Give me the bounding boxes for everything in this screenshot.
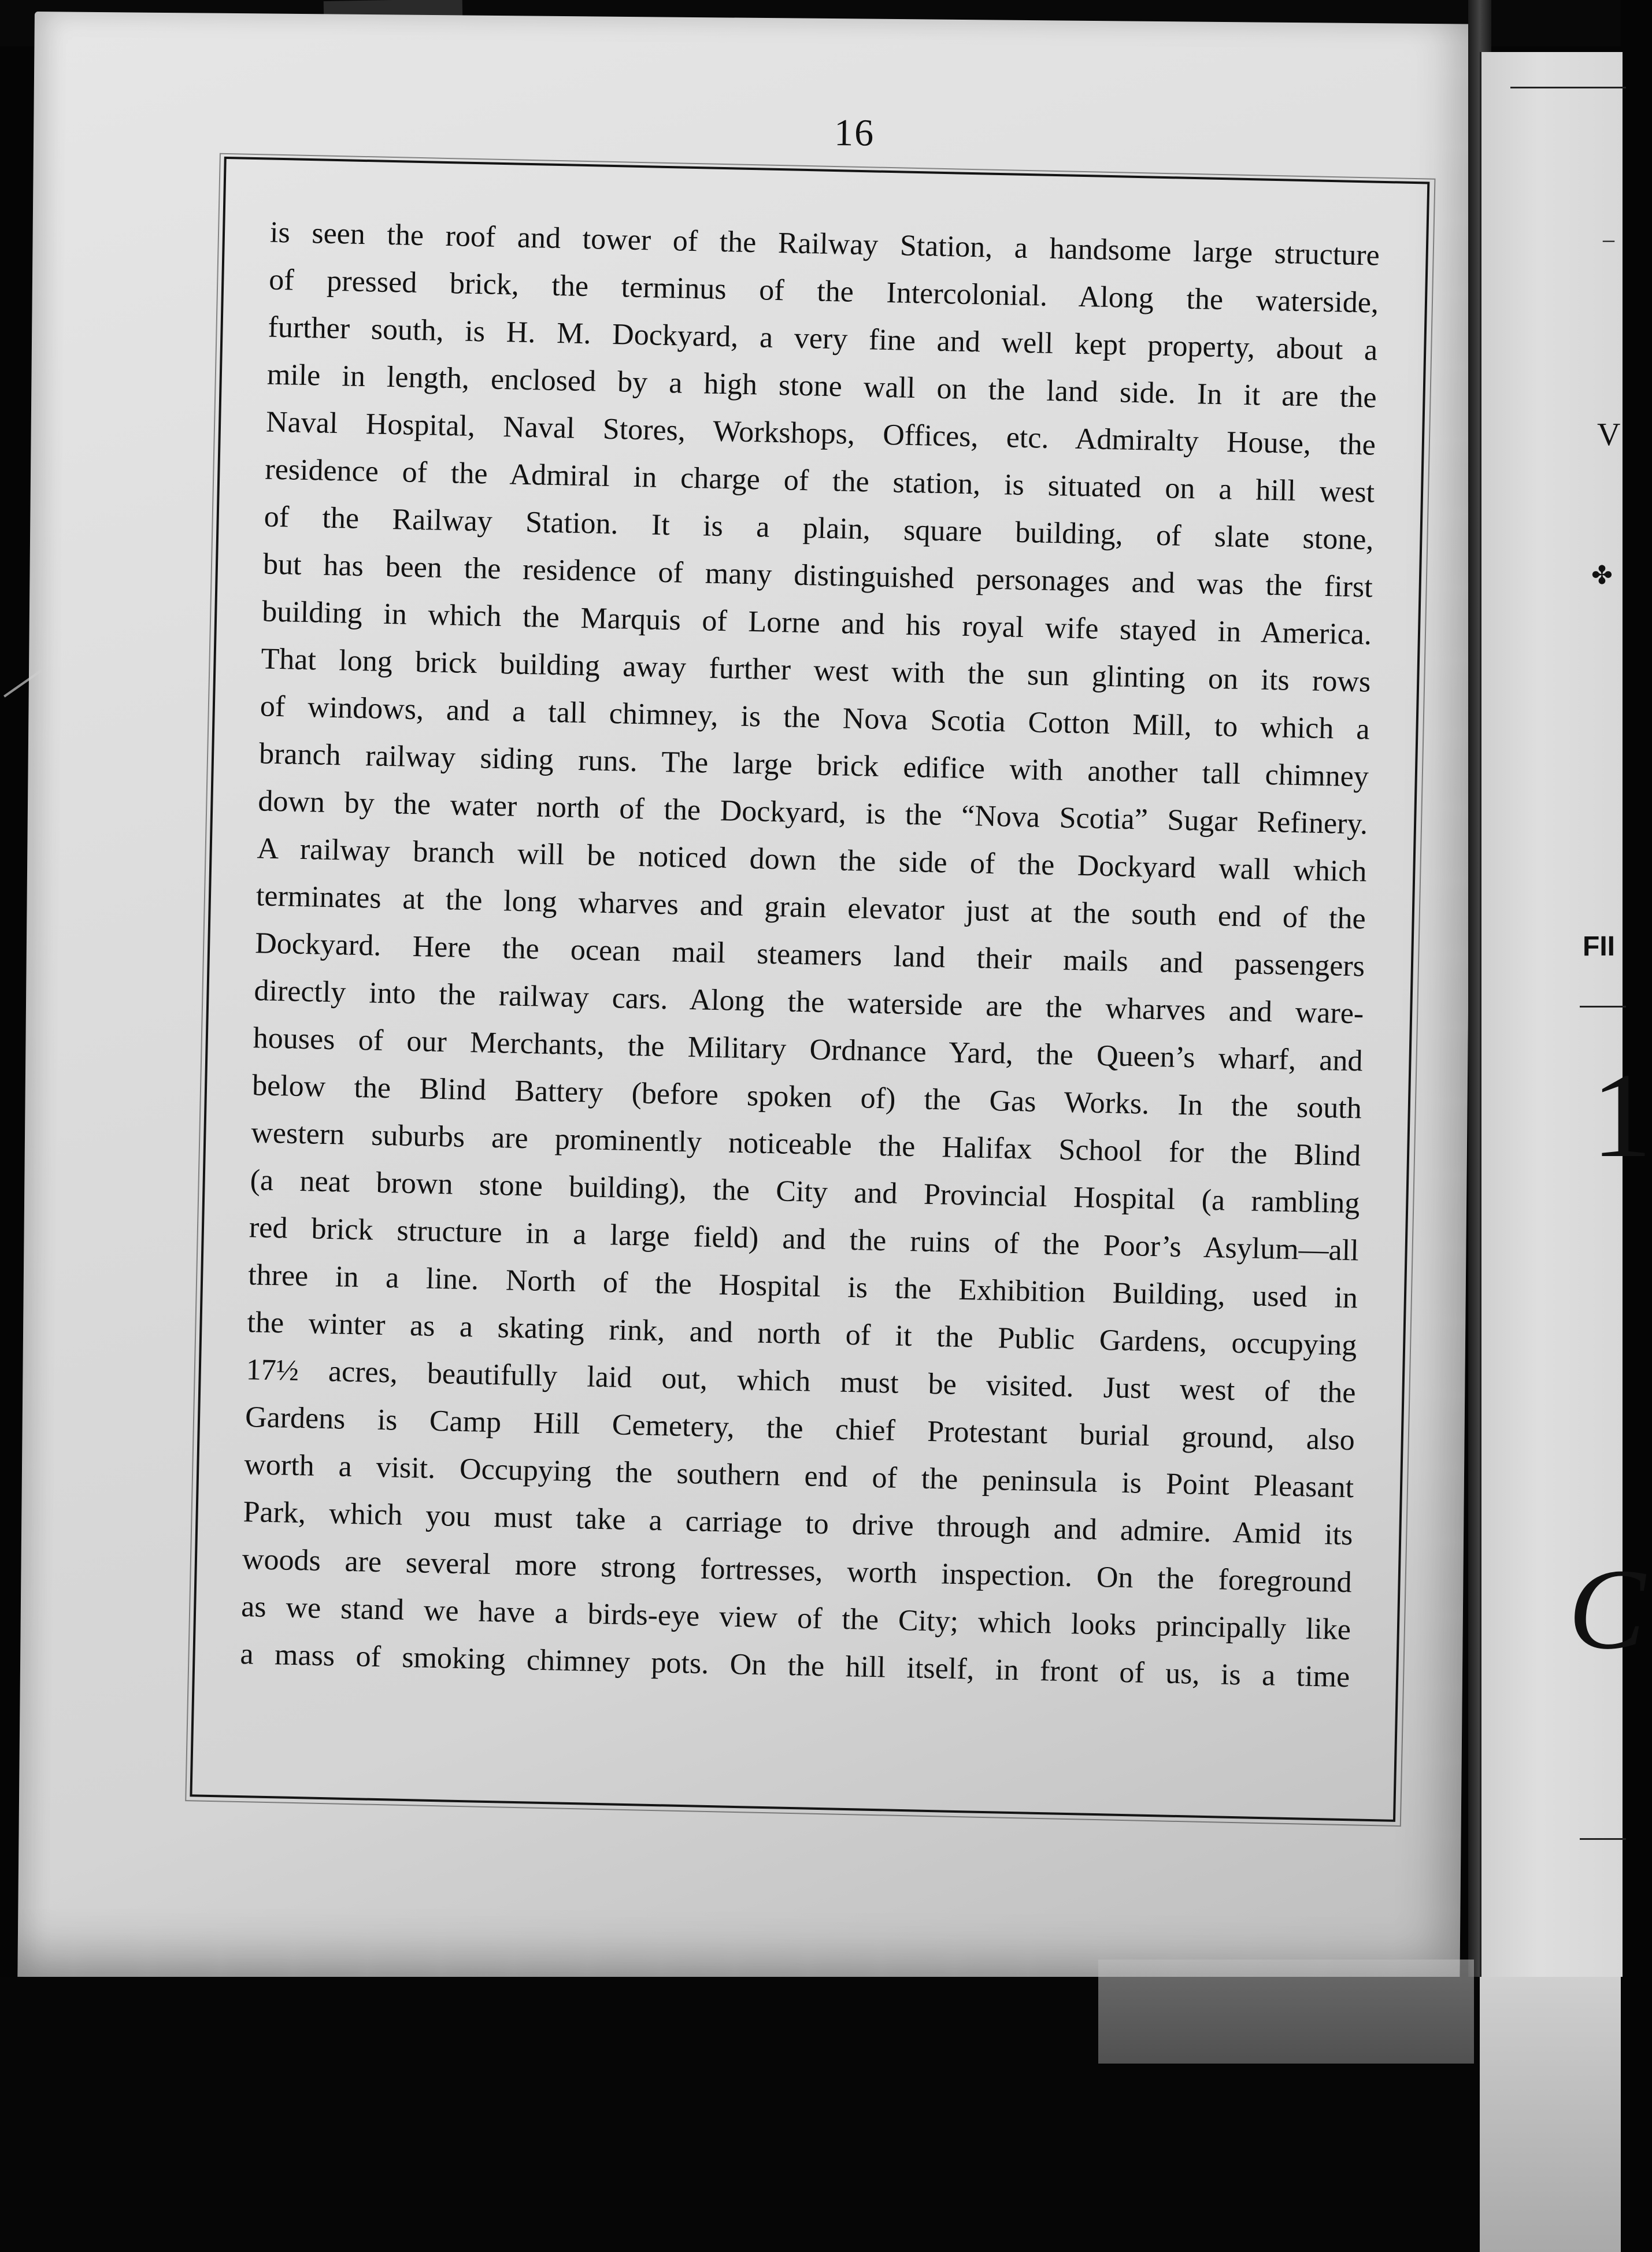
text-line: worth a visit. Occupying the southern end of the peninsula is Point Pleasant bbox=[243, 1448, 1354, 1505]
text-line: of windows, and a tall chimney, is the Nova Scotia Cotton Mill, to which a bbox=[260, 690, 1371, 746]
text-line: further south, is H. M. Dockyard, a very fine and well kept property, about a bbox=[268, 310, 1378, 367]
text-line: Gardens is Camp Hill Cemetery, the chief Protestant burial ground, also bbox=[245, 1401, 1355, 1457]
text-line: of the Railway Station. It is a plain, square building, of slate stone, bbox=[264, 500, 1374, 557]
text-line: but has been the residence of many distinguished personages and was the first bbox=[262, 547, 1373, 604]
text-line: of pressed brick, the terminus of the Intercolonial. Along the waterside, bbox=[268, 263, 1379, 320]
text-line: as we stand we have a birds-eye view of the City; which looks principally like bbox=[240, 1590, 1351, 1647]
text-line: building in which the Marquis of Lorne and his royal wife stayed in America. bbox=[261, 595, 1372, 651]
text-line: Dockyard. Here the ocean mail steamers land their mails and passengers bbox=[254, 927, 1365, 983]
text-line: branch railway siding runs. The large brick edifice with another tall chimney bbox=[258, 737, 1369, 794]
text-line: (a neat brown stone building), the City and Provincial Hospital (a rambling bbox=[250, 1164, 1360, 1220]
text-line: A railway branch will be noticed down the side of the Dockyard wall which bbox=[257, 832, 1367, 888]
text-line: down by the water north of the Dockyard, is the “Nova Scotia” Sugar Refinery. bbox=[257, 784, 1368, 841]
page-bottom-edge bbox=[1098, 1960, 1474, 2064]
right-page-ornament-icon: ✤ bbox=[1591, 561, 1613, 590]
text-line: mile in length, enclosed by a high stone wall on the land side. In it are the bbox=[266, 358, 1377, 414]
text-line: below the Blind Battery (before spoken of) the Gas Works. In the south bbox=[251, 1069, 1362, 1125]
text-line: houses of our Merchants, the Military Ordnance Yard, the Queen’s wharf, and bbox=[253, 1021, 1364, 1078]
text-line: Naval Hospital, Naval Stores, Workshops, Offices, etc. Admiralty House, the bbox=[265, 405, 1376, 462]
text-line: directly into the railway cars. Along the waterside are the wharves and ware- bbox=[254, 974, 1364, 1031]
right-page-rule-2 bbox=[1580, 1006, 1626, 1008]
text-line: red brick structure in a large field) and the ruins of the Poor’s Asylum—all bbox=[249, 1211, 1360, 1268]
text-line: three in a line. North of the Hospital is the Exhibition Building, used in bbox=[247, 1258, 1358, 1315]
text-line: terminates at the long wharves and grain elevator just at the south end of the bbox=[255, 879, 1366, 936]
text-line: the winter as a skating rink, and north of it the Public Gardens, occupying bbox=[246, 1306, 1357, 1362]
right-page-heading-fragment: FII bbox=[1583, 931, 1615, 962]
right-page-rule-3 bbox=[1580, 1838, 1626, 1840]
text-line: western suburbs are prominently noticeable the Halifax School for the Blind bbox=[250, 1116, 1361, 1173]
text-line: That long brick building away further west with the sun glinting on its rows bbox=[261, 642, 1371, 699]
right-page-bottom bbox=[1480, 1977, 1621, 2252]
text-line: woods are several more strong fortresses, worth inspection. On the foreground bbox=[242, 1543, 1353, 1599]
text-line: is seen the roof and tower of the Railway Station, a handsome large structure bbox=[269, 216, 1380, 272]
book-page-left bbox=[17, 12, 1477, 1990]
right-page-dash: – bbox=[1603, 226, 1614, 252]
text-line: Park, which you must take a carriage to drive through and admire. Amid its bbox=[243, 1495, 1353, 1552]
page-body-text bbox=[240, 209, 1380, 1702]
book-page-right-partial bbox=[1480, 52, 1652, 1977]
text-line: a mass of smoking chimney pots. On the hill itself, in front of us, is a time bbox=[239, 1638, 1350, 1694]
right-page-script-initial-icon: C bbox=[1568, 1546, 1646, 1673]
text-line: 17½ acres, beautifully laid out, which must be visited. Just west of the bbox=[246, 1353, 1357, 1410]
text-frame bbox=[190, 157, 1429, 1822]
right-page-rule bbox=[1510, 87, 1626, 88]
right-page-letter-v: V bbox=[1597, 417, 1621, 453]
text-line: residence of the Admiral in charge of the station, is situated on a hill west bbox=[264, 453, 1375, 509]
page-number: 16 bbox=[834, 112, 875, 154]
right-page-large-numeral: 1 bbox=[1591, 1049, 1652, 1183]
